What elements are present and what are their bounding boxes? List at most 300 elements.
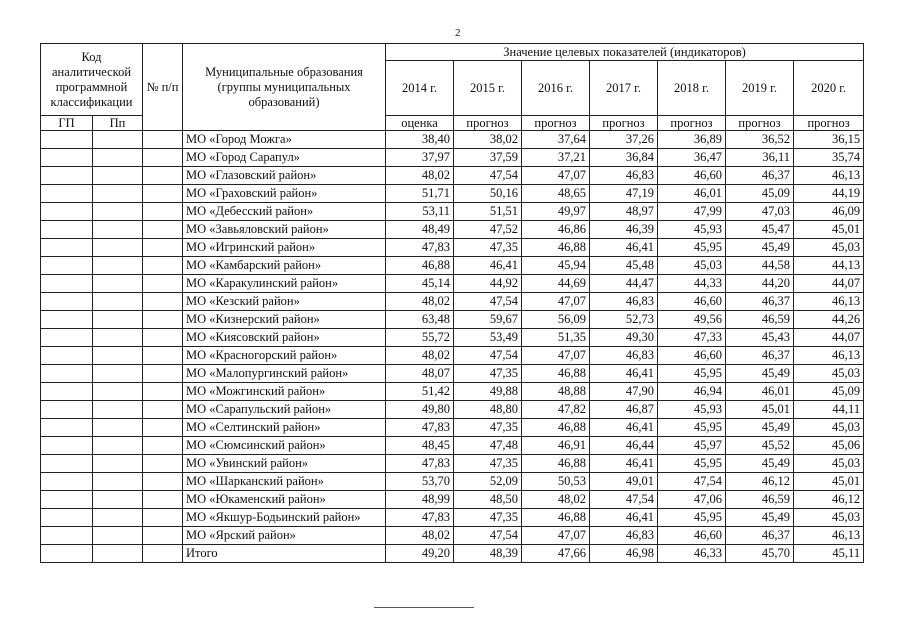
value-cell: 45,95 [658, 455, 726, 473]
value-cell: 45,01 [794, 473, 864, 491]
year-header: 2018 г. [658, 61, 726, 116]
number-cell [143, 131, 183, 149]
kind-header: прогноз [522, 116, 590, 131]
pp-cell [93, 221, 143, 239]
value-cell: 44,33 [658, 275, 726, 293]
number-header: № п/п [143, 44, 183, 131]
value-cell: 38,40 [386, 131, 454, 149]
value-cell: 47,54 [454, 527, 522, 545]
value-cell: 46,59 [726, 311, 794, 329]
value-cell: 45,48 [590, 257, 658, 275]
value-cell: 46,88 [386, 257, 454, 275]
municipality-name: МО «Дебесский район» [183, 203, 386, 221]
value-cell: 48,49 [386, 221, 454, 239]
table-row [41, 401, 864, 419]
table-row [41, 167, 864, 185]
table-row [41, 311, 864, 329]
municipality-name: МО «Киясовский район» [183, 329, 386, 347]
number-cell [143, 239, 183, 257]
municipality-name: МО «Игринский район» [183, 239, 386, 257]
value-cell: 47,90 [590, 383, 658, 401]
value-cell: 46,60 [658, 167, 726, 185]
pp-cell [93, 167, 143, 185]
value-cell: 46,12 [794, 491, 864, 509]
number-cell [143, 293, 183, 311]
pp-cell [93, 401, 143, 419]
value-cell: 45,01 [726, 401, 794, 419]
value-cell: 47,07 [522, 527, 590, 545]
year-header: 2017 г. [590, 61, 658, 116]
value-cell: 46,83 [590, 293, 658, 311]
value-cell: 49,97 [522, 203, 590, 221]
year-header: 2016 г. [522, 61, 590, 116]
year-header: 2015 г. [454, 61, 522, 116]
pp-cell [93, 419, 143, 437]
value-cell: 45,52 [726, 437, 794, 455]
value-cell: 49,20 [386, 545, 454, 563]
number-cell [143, 473, 183, 491]
municipality-header: Муниципальные образования (группы муниципальных образований) [183, 44, 386, 131]
value-cell: 46,01 [658, 185, 726, 203]
value-cell: 46,83 [590, 167, 658, 185]
number-cell [143, 437, 183, 455]
value-cell: 35,74 [794, 149, 864, 167]
table-row [41, 437, 864, 455]
value-cell: 47,83 [386, 509, 454, 527]
value-cell: 45,95 [658, 419, 726, 437]
pp-cell [93, 239, 143, 257]
value-cell: 45,97 [658, 437, 726, 455]
value-cell: 48,02 [386, 167, 454, 185]
municipality-name: МО «Юкаменский район» [183, 491, 386, 509]
municipality-name: МО «Граховский район» [183, 185, 386, 203]
value-cell: 45,11 [794, 545, 864, 563]
gp-cell [41, 347, 93, 365]
municipality-name: МО «Малопургинский район» [183, 365, 386, 383]
value-cell: 46,41 [454, 257, 522, 275]
pp-cell [93, 311, 143, 329]
pp-cell [93, 509, 143, 527]
value-cell: 46,41 [590, 365, 658, 383]
value-cell: 46,60 [658, 527, 726, 545]
pp-cell [93, 131, 143, 149]
value-cell: 47,54 [454, 167, 522, 185]
value-cell: 44,58 [726, 257, 794, 275]
value-cell: 46,41 [590, 455, 658, 473]
value-cell: 46,88 [522, 509, 590, 527]
table-row [41, 545, 864, 563]
table-row [41, 329, 864, 347]
value-cell: 46,83 [590, 347, 658, 365]
number-cell [143, 491, 183, 509]
municipality-name: МО «Каракулинский район» [183, 275, 386, 293]
number-cell [143, 401, 183, 419]
page-number: 2 [455, 27, 461, 39]
value-cell: 36,89 [658, 131, 726, 149]
value-cell: 45,70 [726, 545, 794, 563]
value-cell: 45,95 [658, 509, 726, 527]
value-cell: 47,83 [386, 419, 454, 437]
value-cell: 46,37 [726, 527, 794, 545]
value-cell: 46,37 [726, 347, 794, 365]
table-row [41, 419, 864, 437]
value-cell: 45,49 [726, 239, 794, 257]
values-header: Значение целевых показателей (индикаторов) [386, 44, 864, 61]
municipality-name: МО «Глазовский район» [183, 167, 386, 185]
gp-cell [41, 527, 93, 545]
table-row [41, 131, 864, 149]
value-cell: 44,13 [794, 257, 864, 275]
municipality-name: МО «Селтинский район» [183, 419, 386, 437]
value-cell: 48,02 [386, 527, 454, 545]
value-cell: 47,07 [522, 347, 590, 365]
value-cell: 45,03 [794, 509, 864, 527]
gp-cell [41, 203, 93, 221]
value-cell: 37,64 [522, 131, 590, 149]
value-cell: 45,01 [794, 221, 864, 239]
municipality-name: МО «Сарапульский район» [183, 401, 386, 419]
value-cell: 45,03 [794, 455, 864, 473]
number-cell [143, 149, 183, 167]
value-cell: 47,03 [726, 203, 794, 221]
value-cell: 45,09 [794, 383, 864, 401]
value-cell: 45,49 [726, 509, 794, 527]
value-cell: 45,03 [794, 365, 864, 383]
number-cell [143, 203, 183, 221]
municipality-name: МО «Город Сарапул» [183, 149, 386, 167]
value-cell: 47,52 [454, 221, 522, 239]
value-cell: 48,50 [454, 491, 522, 509]
value-cell: 47,35 [454, 509, 522, 527]
value-cell: 47,35 [454, 239, 522, 257]
value-cell: 36,52 [726, 131, 794, 149]
value-cell: 46,13 [794, 347, 864, 365]
value-cell: 51,42 [386, 383, 454, 401]
pp-cell [93, 365, 143, 383]
value-cell: 46,09 [794, 203, 864, 221]
value-cell: 38,02 [454, 131, 522, 149]
value-cell: 46,87 [590, 401, 658, 419]
value-cell: 45,03 [658, 257, 726, 275]
pp-cell [93, 455, 143, 473]
value-cell: 47,54 [658, 473, 726, 491]
kind-header: прогноз [454, 116, 522, 131]
value-cell: 36,15 [794, 131, 864, 149]
pp-cell [93, 473, 143, 491]
value-cell: 46,98 [590, 545, 658, 563]
municipality-name: МО «Город Можга» [183, 131, 386, 149]
value-cell: 44,07 [794, 329, 864, 347]
table-row [41, 275, 864, 293]
value-cell: 44,11 [794, 401, 864, 419]
year-header: 2014 г. [386, 61, 454, 116]
number-cell [143, 329, 183, 347]
value-cell: 45,49 [726, 455, 794, 473]
value-cell: 44,07 [794, 275, 864, 293]
value-cell: 46,94 [658, 383, 726, 401]
value-cell: 50,16 [454, 185, 522, 203]
gp-cell [41, 185, 93, 203]
value-cell: 45,43 [726, 329, 794, 347]
gp-cell [41, 131, 93, 149]
pp-cell [93, 545, 143, 563]
footer-divider [374, 607, 474, 608]
gp-cell [41, 473, 93, 491]
municipality-name: МО «Шарканский район» [183, 473, 386, 491]
table-row [41, 383, 864, 401]
value-cell: 46,13 [794, 293, 864, 311]
value-cell: 45,95 [658, 239, 726, 257]
gp-cell [41, 167, 93, 185]
value-cell: 47,54 [590, 491, 658, 509]
pp-cell [93, 527, 143, 545]
value-cell: 46,41 [590, 419, 658, 437]
number-cell [143, 185, 183, 203]
value-cell: 48,99 [386, 491, 454, 509]
number-cell [143, 527, 183, 545]
value-cell: 51,35 [522, 329, 590, 347]
value-cell: 46,83 [590, 527, 658, 545]
value-cell: 47,82 [522, 401, 590, 419]
gp-cell [41, 545, 93, 563]
value-cell: 46,41 [590, 509, 658, 527]
value-cell: 59,67 [454, 311, 522, 329]
table-row [41, 185, 864, 203]
value-cell: 47,06 [658, 491, 726, 509]
table-row [41, 509, 864, 527]
gp-header: ГП [41, 116, 93, 131]
value-cell: 37,21 [522, 149, 590, 167]
value-cell: 47,66 [522, 545, 590, 563]
value-cell: 48,45 [386, 437, 454, 455]
value-cell: 47,99 [658, 203, 726, 221]
value-cell: 46,60 [658, 293, 726, 311]
value-cell: 49,30 [590, 329, 658, 347]
value-cell: 45,09 [726, 185, 794, 203]
value-cell: 51,71 [386, 185, 454, 203]
gp-cell [41, 275, 93, 293]
value-cell: 48,02 [522, 491, 590, 509]
value-cell: 47,35 [454, 365, 522, 383]
municipality-name: МО «Ярский район» [183, 527, 386, 545]
value-cell: 51,51 [454, 203, 522, 221]
value-cell: 48,65 [522, 185, 590, 203]
value-cell: 45,03 [794, 419, 864, 437]
value-cell: 52,09 [454, 473, 522, 491]
value-cell: 44,69 [522, 275, 590, 293]
value-cell: 50,53 [522, 473, 590, 491]
gp-cell [41, 239, 93, 257]
value-cell: 49,80 [386, 401, 454, 419]
pp-cell [93, 347, 143, 365]
table-row [41, 239, 864, 257]
value-cell: 37,59 [454, 149, 522, 167]
value-cell: 45,03 [794, 239, 864, 257]
gp-cell [41, 383, 93, 401]
value-cell: 48,02 [386, 293, 454, 311]
municipality-name: МО «Камбарский район» [183, 257, 386, 275]
kind-header: прогноз [794, 116, 864, 131]
value-cell: 46,37 [726, 293, 794, 311]
pp-cell [93, 329, 143, 347]
value-cell: 46,01 [726, 383, 794, 401]
number-cell [143, 167, 183, 185]
value-cell: 47,35 [454, 419, 522, 437]
indicators-table [40, 43, 864, 563]
value-cell: 47,07 [522, 167, 590, 185]
value-cell: 45,49 [726, 365, 794, 383]
number-cell [143, 311, 183, 329]
value-cell: 48,80 [454, 401, 522, 419]
number-cell [143, 347, 183, 365]
gp-cell [41, 293, 93, 311]
value-cell: 46,44 [590, 437, 658, 455]
pp-cell [93, 275, 143, 293]
gp-cell [41, 419, 93, 437]
table-row [41, 491, 864, 509]
value-cell: 48,39 [454, 545, 522, 563]
table-row [41, 473, 864, 491]
municipality-name: МО «Красногорский район» [183, 347, 386, 365]
pp-cell [93, 437, 143, 455]
value-cell: 47,07 [522, 293, 590, 311]
pp-cell [93, 491, 143, 509]
gp-cell [41, 491, 93, 509]
pp-cell [93, 383, 143, 401]
value-cell: 37,26 [590, 131, 658, 149]
value-cell: 48,88 [522, 383, 590, 401]
value-cell: 52,73 [590, 311, 658, 329]
gp-cell [41, 401, 93, 419]
gp-cell [41, 509, 93, 527]
number-cell [143, 365, 183, 383]
pp-cell [93, 149, 143, 167]
value-cell: 47,19 [590, 185, 658, 203]
kind-header: прогноз [658, 116, 726, 131]
value-cell: 45,93 [658, 221, 726, 239]
value-cell: 46,86 [522, 221, 590, 239]
municipality-name: МО «Увинский район» [183, 455, 386, 473]
kind-header: прогноз [726, 116, 794, 131]
value-cell: 44,20 [726, 275, 794, 293]
value-cell: 44,47 [590, 275, 658, 293]
value-cell: 49,01 [590, 473, 658, 491]
value-cell: 44,92 [454, 275, 522, 293]
value-cell: 46,88 [522, 239, 590, 257]
value-cell: 46,88 [522, 419, 590, 437]
gp-cell [41, 437, 93, 455]
gp-cell [41, 311, 93, 329]
table-row [41, 257, 864, 275]
value-cell: 53,70 [386, 473, 454, 491]
gp-cell [41, 365, 93, 383]
value-cell: 45,94 [522, 257, 590, 275]
value-cell: 45,14 [386, 275, 454, 293]
municipality-name: МО «Сюмсинский район» [183, 437, 386, 455]
value-cell: 47,54 [454, 293, 522, 311]
municipality-name: МО «Можгинский район» [183, 383, 386, 401]
value-cell: 49,88 [454, 383, 522, 401]
gp-cell [41, 257, 93, 275]
value-cell: 37,97 [386, 149, 454, 167]
value-cell: 45,93 [658, 401, 726, 419]
value-cell: 46,91 [522, 437, 590, 455]
value-cell: 46,33 [658, 545, 726, 563]
value-cell: 46,41 [590, 239, 658, 257]
value-cell: 48,02 [386, 347, 454, 365]
table-row [41, 527, 864, 545]
number-cell [143, 383, 183, 401]
number-cell [143, 221, 183, 239]
pp-cell [93, 185, 143, 203]
value-cell: 47,33 [658, 329, 726, 347]
code-header: Код аналитической программной классификации [41, 44, 143, 116]
gp-cell [41, 221, 93, 239]
value-cell: 48,07 [386, 365, 454, 383]
value-cell: 46,39 [590, 221, 658, 239]
value-cell: 46,13 [794, 167, 864, 185]
value-cell: 47,54 [454, 347, 522, 365]
number-cell [143, 455, 183, 473]
value-cell: 44,26 [794, 311, 864, 329]
value-cell: 53,49 [454, 329, 522, 347]
municipality-name: Итого [183, 545, 386, 563]
municipality-name: МО «Кизнерский район» [183, 311, 386, 329]
table-row [41, 149, 864, 167]
pp-cell [93, 257, 143, 275]
value-cell: 45,47 [726, 221, 794, 239]
year-header: 2019 г. [726, 61, 794, 116]
value-cell: 36,47 [658, 149, 726, 167]
number-cell [143, 545, 183, 563]
gp-cell [41, 329, 93, 347]
value-cell: 45,49 [726, 419, 794, 437]
value-cell: 56,09 [522, 311, 590, 329]
value-cell: 46,60 [658, 347, 726, 365]
value-cell: 45,06 [794, 437, 864, 455]
number-cell [143, 275, 183, 293]
value-cell: 46,13 [794, 527, 864, 545]
value-cell: 46,12 [726, 473, 794, 491]
gp-cell [41, 455, 93, 473]
pp-cell [93, 203, 143, 221]
value-cell: 45,95 [658, 365, 726, 383]
number-cell [143, 509, 183, 527]
number-cell [143, 419, 183, 437]
number-cell [143, 257, 183, 275]
value-cell: 46,59 [726, 491, 794, 509]
municipality-name: МО «Завьяловский район» [183, 221, 386, 239]
year-header: 2020 г. [794, 61, 864, 116]
value-cell: 49,56 [658, 311, 726, 329]
table-row [41, 365, 864, 383]
value-cell: 55,72 [386, 329, 454, 347]
value-cell: 47,83 [386, 455, 454, 473]
pp-cell [93, 293, 143, 311]
kind-header: оценка [386, 116, 454, 131]
value-cell: 36,11 [726, 149, 794, 167]
value-cell: 48,97 [590, 203, 658, 221]
value-cell: 36,84 [590, 149, 658, 167]
table-body [41, 131, 864, 563]
value-cell: 47,83 [386, 239, 454, 257]
table-row [41, 203, 864, 221]
value-cell: 47,35 [454, 455, 522, 473]
value-cell: 63,48 [386, 311, 454, 329]
pp-header: Пп [93, 116, 143, 131]
table-row [41, 347, 864, 365]
kind-header: прогноз [590, 116, 658, 131]
